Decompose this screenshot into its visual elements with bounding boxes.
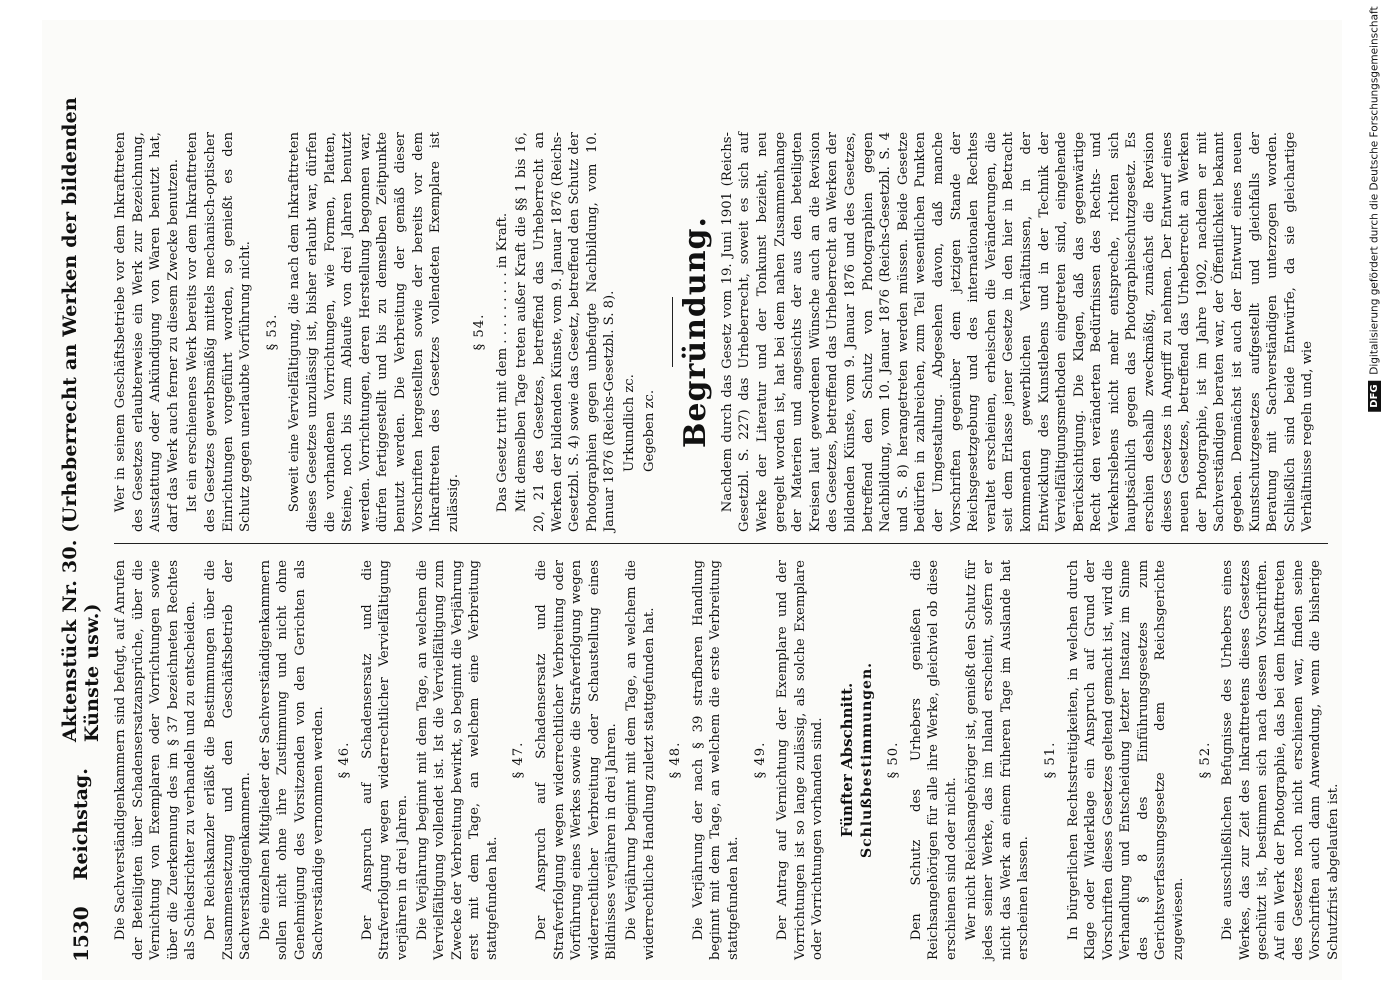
section-rule	[672, 297, 673, 367]
paragraph: Wer nicht Reichsangehöriger ist, genießt den Schutz für jedes seiner Werke, das im Inland erscheint, sofern er nicht das Werk an einem früheren Tage im Auslande hat erscheinen lassen.	[963, 560, 1031, 960]
paragraph: Die ausschließlichen Befugnisse des Urhebers eines Werkes, das zur Zeit des Inkrafttretens dieses Gesetzes geschützt ist, bestimmen sich nach dessen Vorschriften. Auf ein Werk der Photographie, das bei dem Inkrafttreten des Gesetzes noch nicht erschienen war, finden seine Vorschriften auch dann Anwendung, wenn die bisherige Schutzfrist abgelaufen ist.	[1219, 560, 1341, 960]
paragraph: Der Reichskanzler erläßt die Bestimmungen über die Zusammensetzung und den Geschäftsbetrieb der Sachverständigenkammern.	[202, 560, 253, 960]
digitization-text: Digitalisierung gefördert durch die Deutsche Forschungsgemeinschaft	[1368, 6, 1381, 375]
dfg-logo: DFG	[1368, 380, 1381, 411]
section-number: § 50.	[885, 741, 901, 779]
paragraph: Soweit eine Vervielfältigung, die nach dem Inkrafttreten dieses Gesetzes unzulässig ist, bisher erlaubt war, dürfen die vorhandenen Vorrichtungen, wie Formen, Platten, Steine, noch bis zum Ablaufe von drei Jahren benutzt werden. Vorrichtungen, deren Herstellung begonnen war, dürfen fertiggestellt und bis zu demselben Zeitpunkte benutzt werden. Die Verbreitung der gemäß dieser Vorschriften hergestellten sowie der bereits vor dem Inkrafttreten des Gesetzes vollendeten Exemplare ist zulässig.	[286, 132, 461, 532]
document-title: Aktenstück Nr. 30. (Urheberrecht an Werken der bildenden Künste usw.)	[58, 97, 103, 743]
begruendung-heading: Begründung.	[677, 216, 713, 448]
paragraph: Der Anspruch auf Schadensersatz und die Strafverfolgung wegen widerrechtlicher Verbreitung oder Vorführung eines Werkes sowie die Strafverfolgung wegen widerrechtlicher Verbreitung oder Schaustellung eines Bildnisses verjähren in drei Jahren.	[533, 560, 619, 960]
right-column	[112, 132, 1328, 532]
paragraph: Die Verjährung beginnt mit dem Tage, an welchem die Vervielfältigung vollendet ist. Ist die Vervielfältigung zum Zwecke der Verbreitung bewirkt, so beginnt die Verjährung erst mit dem Tage, an welchem eine Verbreitung stattgefunden hat.	[414, 560, 500, 960]
signature-line: Urkundlich zc.	[621, 374, 637, 472]
publication-name: Reichstag.	[69, 768, 92, 881]
paragraph: Die Sachverständigenkammern sind befugt, auf Anrufen der Beteiligten über Schadensersatzansprüche, über die Vernichtung von Exemplaren oder Vorrichtungen sowie über die Zuerkennung des im § 37 bezeichneten Rechtes als Schiedsrichter zu verhandeln und zu entscheiden.	[112, 560, 198, 960]
section-number: § 49.	[752, 741, 768, 779]
paragraph: In bürgerlichen Rechtsstreitigkeiten, in welchen durch Klage oder Widerklage ein Anspruch auf Grund der Vorschriften dieses Gesetzes geltend gemacht ist, wird die Verhandlung und Entscheidung letzter Instanz im Sinne des § 8 des Einführungsgesetzes zum Gerichtsverfassungsgesetze dem Reichsgerichte zugewiesen.	[1065, 560, 1186, 960]
paragraph: Der Anspruch auf Schadensersatz und die Strafverfolgung wegen widerrechtlicher Vervielfältigung verjähren in drei Jahren.	[359, 560, 410, 960]
page-number: 1530	[68, 906, 93, 962]
chapter-subtitle: Schlußbestimmungen.	[858, 661, 875, 859]
section-number: § 47.	[510, 741, 526, 779]
column-divider	[114, 543, 1328, 544]
paragraph: Der Antrag auf Vernichtung der Exemplare und der Vorrichtungen ist so lange zulässig, als solche Exemplare oder Vorrichtungen vorhanden sind.	[774, 560, 825, 960]
paragraph: Die Verjährung der nach § 39 strafbaren Handlung beginnt mit dem Tage, an welchem die erste Verbreitung stattgefunden hat.	[690, 560, 741, 960]
paragraph: Mit demselben Tage treten außer Kraft die §§ 1 bis 16, 20, 21 des Gesetzes, betreffend das Urheberrecht an Werken der bildenden Künste, vom 9. Januar 1876 (Reichs-Gesetzbl. S. 4) sowie das Gesetz, betreffend den Schutz der Photographien gegen unbefugte Nachbildung, vom 10. Januar 1876 (Reichs-Gesetzbl. S. 8).	[513, 132, 617, 532]
digitization-note	[1368, 6, 1381, 412]
document-page	[42, 20, 1342, 980]
left-column	[112, 560, 1341, 960]
paragraph: Das Gesetz tritt mit dem . . . . . . . . . in Kraft.	[494, 212, 510, 513]
section-number: § 54.	[471, 313, 487, 351]
paragraph: Den Schutz des Urhebers genießen die Reichsangehörigen für alle ihre Werke, gleichviel ob diese erschienen sind oder nicht.	[908, 560, 959, 960]
paragraph: Ist ein erschienenes Werk bereits vor dem Inkrafttreten des Gesetzes gewerbsmäßig mittels mechanisch-optischer Einrichtungen vorgeführt worden, so genießt es den Schutz gegen unerlaubte Vorführung nicht.	[184, 132, 253, 532]
given-line: Gegeben zc.	[641, 389, 657, 472]
page-header	[54, 30, 108, 962]
paragraph: Nachdem durch das Gesetz vom 19. Juni 1901 (Reichs-Gesetzbl. S. 227) das Urheberrecht, soweit es sich auf Werke der Literatur und der Tonkunst bezieht, neu geregelt worden ist, hat bei dem nahen Zusammenhange der Materien und angesichts der aus den beteiligten Kreisen laut gewordenen Wünsche auch an die Revision des Gesetzes, betreffend das Urheberrecht an Werken der bildenden Künste, vom 9. Januar 1876 und des Gesetzes, betreffend den Schutz von Photographien gegen Nachbildung, vom 10. Januar 1876 (Reichs-Gesetzbl. S. 4 und S. 8) herangetreten werden müssen. Beide Gesetze bedürfen in zahlreichen, zum Teil wesentlichen Punkten der Umgestaltung. Abgesehen davon, daß manche Vorschriften gegenüber dem jetzigen Stande der Reichsgesetzgebung und des internationalen Rechtes veraltet erscheinen, erheischen die Veränderungen, die seit dem Erlasse jener Gesetze in den hier in Betracht kommenden gewerblichen Verhältnissen, in der Entwicklung des Kunstlebens und in der Technik der Vervielfältigungsmethoden eingetreten sind, eingehende Berücksichtigung. Die Klagen, daß das gegenwärtige Recht den veränderten Bedürfnissen des Rechts- und Verkehrslebens nicht mehr entspreche, richten sich hauptsächlich gegen das Photographieschutzgesetz. Es erschien deshalb zweckmäßig, zunächst die Revision dieses Gesetzes in Angriff zu nehmen. Der Entwurf eines neuen Gesetzes, betreffend das Urheberrecht an Werken der Photographie, ist im Jahre 1902, nachdem er mit Sachverständigen beraten war, der Öffentlichkeit bekannt gegeben. Demnächst ist auch der Entwurf eines neuen Kunstschutzgesetzes aufgestellt und gleichfalls der Beratung mit Sachverständigen unterzogen worden. Schließlich sind beide Entwürfe, da sie gleichartige Verhältnisse regeln und, wie	[719, 132, 1315, 532]
paragraph: Wer in seinem Geschäftsbetriebe vor dem Inkrafttreten des Gesetzes erlaubterweise ein Werk zur Bezeichnung, Ausstattung oder Ankündigung von Waren benutzt hat, darf das Werk auch ferner zu diesem Zwecke benutzen.	[112, 132, 181, 532]
section-number: § 53.	[264, 313, 280, 351]
section-number: § 51.	[1042, 741, 1058, 779]
chapter-title: Fünfter Abschnitt.	[837, 682, 856, 838]
paragraph: Die Verjährung beginnt mit dem Tage, an welchem die widerrechtliche Handlung zuletzt stattgefunden hat.	[623, 560, 657, 960]
section-number: § 48.	[667, 741, 683, 779]
section-number: § 46.	[336, 741, 352, 779]
section-number: § 52.	[1197, 741, 1213, 779]
paragraph: Die einzelnen Mitglieder der Sachverständigenkammern sollen nicht ohne ihre Zustimmung und nicht ohne Genehmigung des Vorsitzenden von den Gerichten als Sachverständige vernommen werden.	[257, 560, 326, 960]
